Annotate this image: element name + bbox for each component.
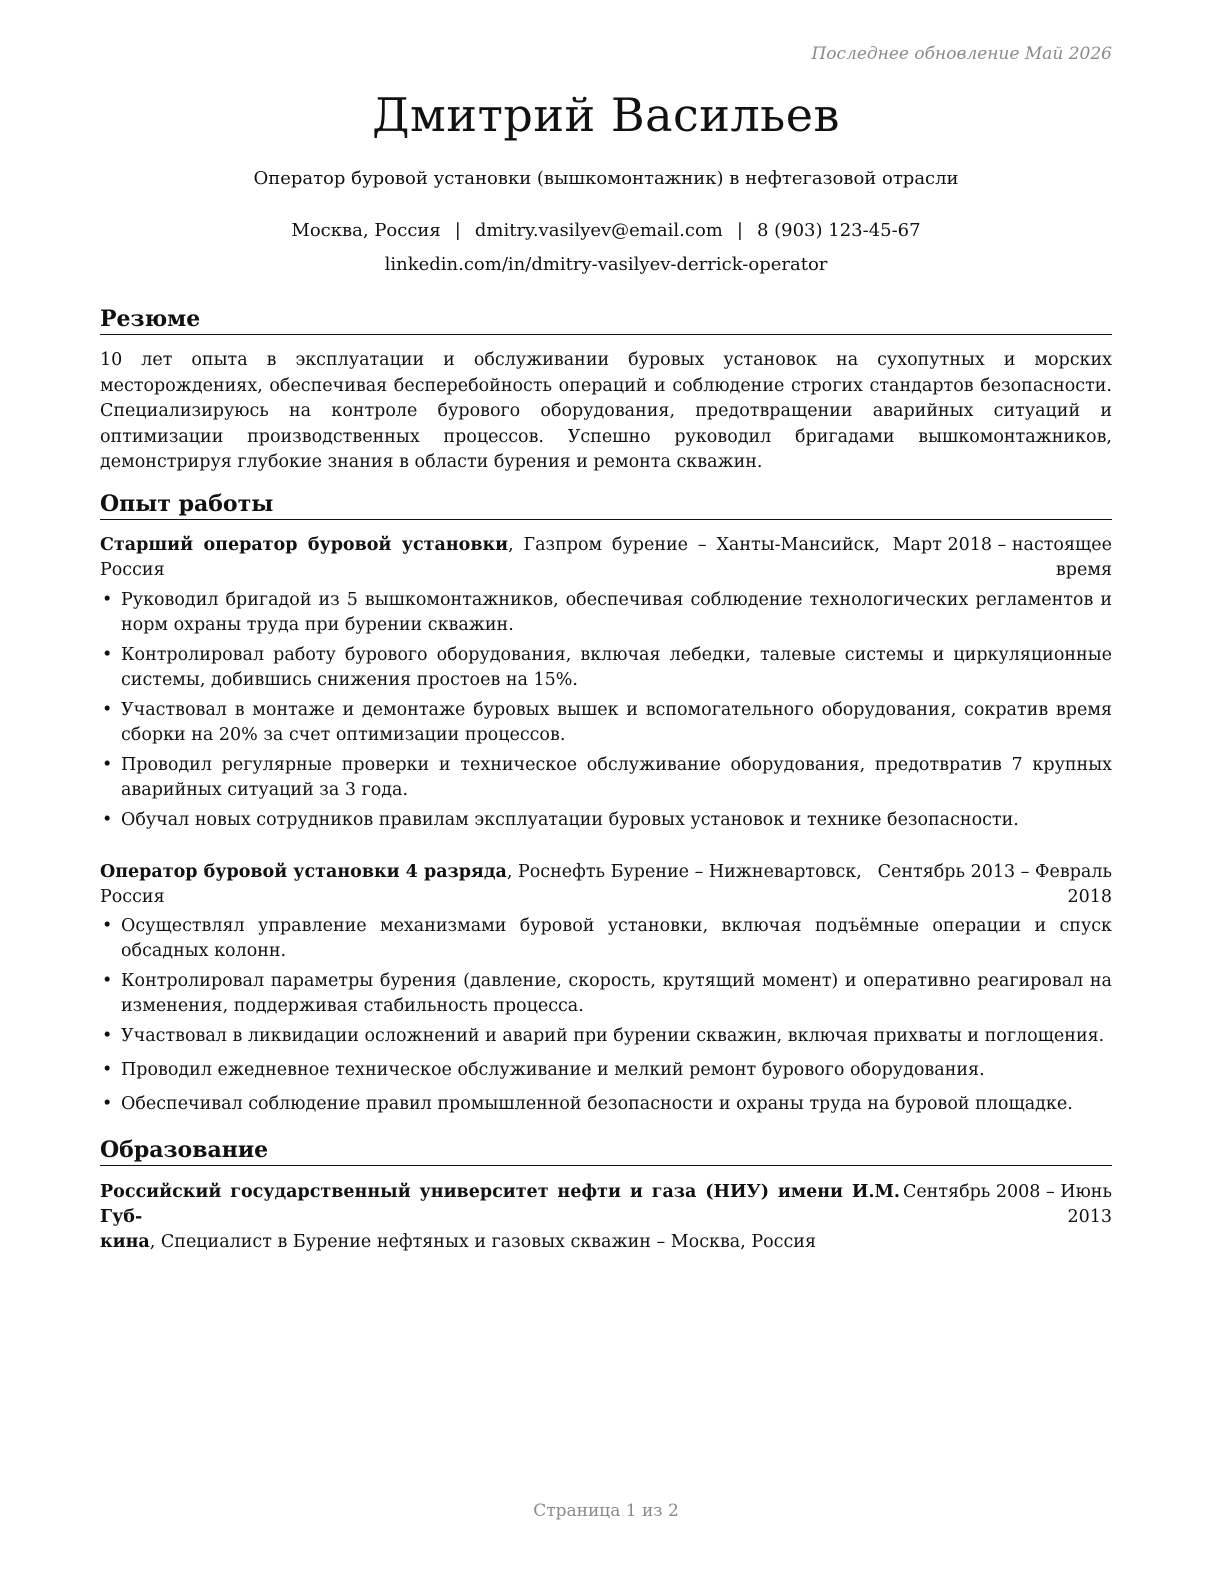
job-bullets [100, 914, 1112, 1122]
bullet-icon: • [102, 916, 113, 936]
summary-text: 10 лет опыта в эксплуатации и обслуживании буровых установок на сухопутных и морских месторождениях, обеспечивая бесперебойность операций и соблюдение строгих стандартов безопасности. Специализируюсь на контроле бурового оборудования, предотвращении аварийных ситуаций и оптимизации производственных процессов. Успешно руководил бригадами вышкомонтажников, демонстрируя глубокие знания в области бурения и ремонта скважин. [100, 350, 1112, 472]
bullet-icon: • [102, 971, 113, 991]
bullet-icon: • [102, 1094, 113, 1114]
list-item: • Обучал новых сотрудников правилам эксплуатации буровых установок и технике безопасности. [100, 808, 1112, 833]
bullet-icon: • [102, 700, 113, 720]
list-item: • Проводил регулярные проверки и техническое обслуживание оборудования, предотвратив 7 крупных аварийных ситуаций за 3 года. [102, 755, 1112, 800]
job-dates-line: Сентябрь 2013 – Февраль [877, 862, 1112, 882]
education-dates-line: 2013 [1067, 1207, 1112, 1227]
list-item: • Осуществлял управление механизмами буровой установки, включая подъёмные операции и спуск обсадных колонн. [102, 916, 1112, 961]
education-dates-line: Сентябрь 2008 – Июнь [902, 1182, 1112, 1202]
bullet-icon: • [102, 1060, 113, 1080]
contact-line [100, 220, 1112, 241]
job-title-line [100, 533, 880, 583]
bullet-icon: • [102, 810, 113, 830]
job-company: , Роснефть Бурение – Нижневартовск, [506, 862, 862, 882]
resume-page [100, 0, 1112, 1584]
last-updated: Последнее обновление Май 2026 [811, 44, 1112, 64]
separator: | [454, 220, 461, 241]
job-bullets [100, 588, 1112, 838]
education-entry [100, 1180, 1112, 1252]
section-title-education: Образование [100, 1136, 1112, 1166]
list-item: • Контролировал работу бурового оборудования, включая лебедки, талевые системы и циркуляционные системы, добившись снижения простоев на 15%. [102, 645, 1112, 690]
linkedin-link[interactable]: linkedin.com/in/dmitry-vasilyev-derrick-operator [384, 254, 828, 275]
job-company: , Газпром бурение – Ханты-Мансийск, Россия [100, 535, 880, 580]
job-dates [893, 533, 1112, 583]
job-position: Старший оператор буровой установки [100, 535, 509, 555]
list-item: • Участвовал в монтаже и демонтаже буровых вышек и вспомогательного оборудования, сократив время сборки на 20% за счет оптимизации процессов. [102, 700, 1112, 745]
job-position: Оператор буровой установки 4 разряда [100, 862, 507, 882]
candidate-name: Дмитрий Васильев [372, 88, 840, 142]
education-dates [903, 1180, 1112, 1230]
list-item: • Контролировал параметры бурения (давление, скорость, крутящий момент) и оперативно реагировал на изменения, поддерживая стабильность процесса. [102, 971, 1112, 1016]
job-header [100, 860, 1112, 910]
job-dates [878, 860, 1112, 910]
job-dates-line: время [1055, 560, 1112, 580]
education-details: , Специалист в Бурение нефтяных и газовых скважин – Москва, Россия [149, 1232, 816, 1252]
bullet-icon: • [102, 645, 113, 665]
job-dates-line: 2018 [1067, 887, 1112, 907]
list-item: • Участвовал в ликвидации осложнений и аварий при бурении скважин, включая прихваты и поглощения. [100, 1024, 1112, 1049]
phone-number: 8 (903) 123-45-67 [756, 220, 921, 241]
institution-name-cont: кина [100, 1232, 150, 1252]
list-item: • Проводил ежедневное техническое обслуживание и мелкий ремонт бурового оборудования. [100, 1058, 1112, 1083]
job-title-line [100, 860, 862, 910]
section-title-experience: Опыт работы [100, 490, 1112, 520]
job-header [100, 533, 1112, 583]
candidate-headline: Оператор буровой установки (вышкомонтажник) в нефтегазовой отрасли [253, 168, 959, 189]
section-title-summary: Резюме [100, 305, 1112, 335]
separator: | [736, 220, 743, 241]
page-number: Страница 1 из 2 [533, 1501, 679, 1521]
education-institution [100, 1180, 900, 1255]
bullet-icon: • [102, 1026, 113, 1046]
email-link[interactable]: dmitry.vasilyev@email.com [474, 220, 723, 241]
list-item: • Обеспечивал соблюдение правил промышленной безопасности и охраны труда на буровой площадке. [100, 1092, 1112, 1117]
bullet-icon: • [102, 590, 113, 610]
job-dates-line: Март 2018 – настоящее [892, 535, 1112, 555]
job-company-cont: Россия [100, 887, 165, 907]
bullet-icon: • [102, 755, 113, 775]
location: Москва, Россия [291, 220, 441, 241]
institution-name: Российский государственный университет нефти и газа (НИУ) имени И.М. Губ- [100, 1182, 900, 1227]
list-item: • Руководил бригадой из 5 вышкомонтажников, обеспечивая соблюдение технологических регламентов и норм охраны труда при бурении скважин. [102, 590, 1112, 635]
